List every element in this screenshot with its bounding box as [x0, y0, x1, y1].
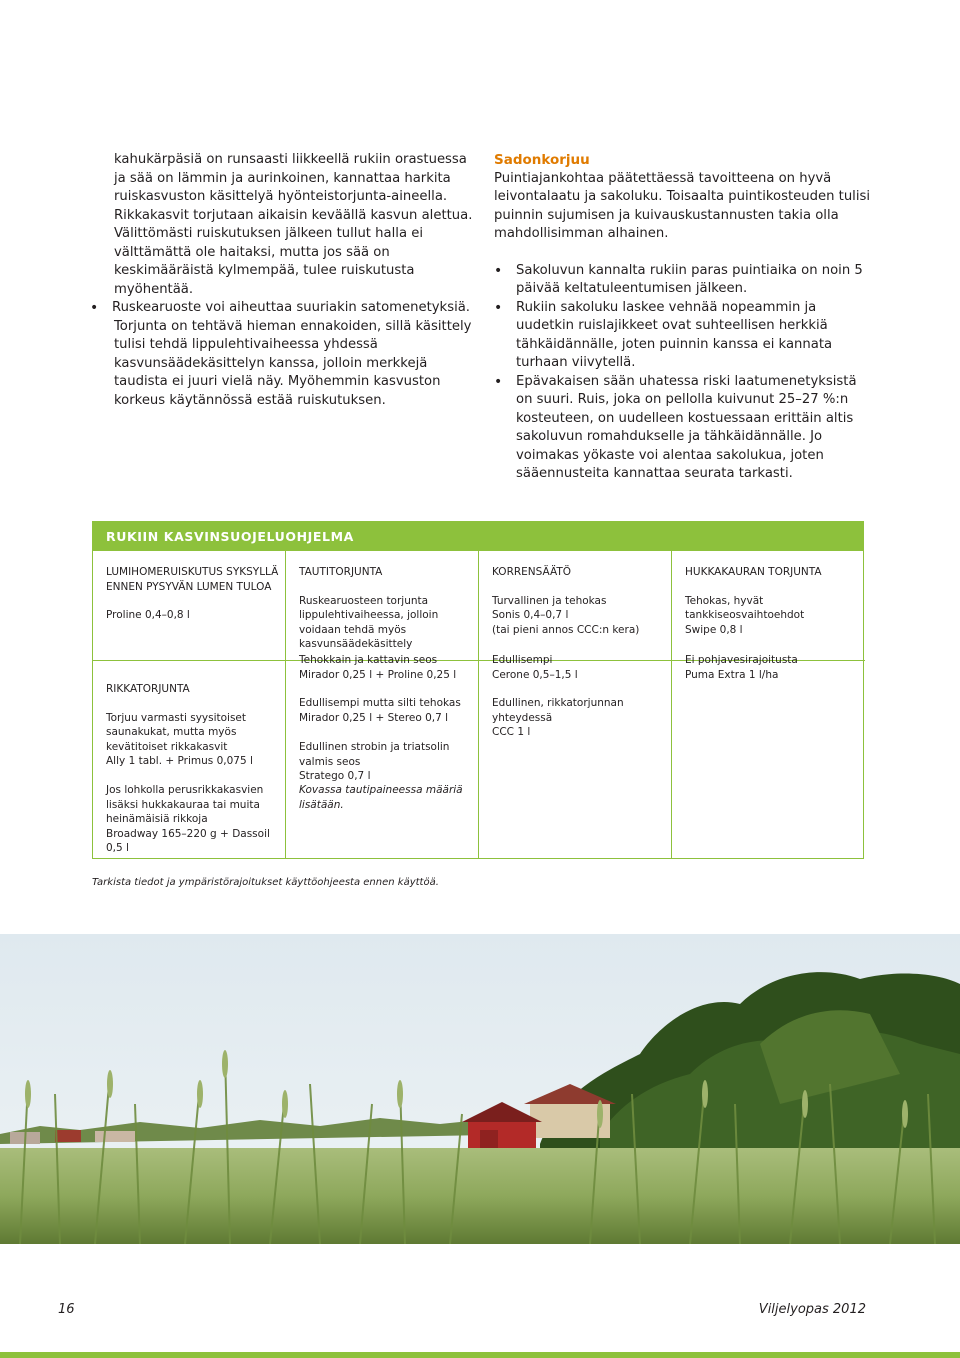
cell-edullisempi-tehokas [299, 696, 472, 725]
cell-value: Mirador 0,25 l + Stereo 0,7 l [299, 711, 449, 724]
cell-value-note: (tai pieni annos CCC:n kera) [492, 623, 640, 636]
cell-hukkakaura-rikkakasvit [106, 783, 279, 856]
table-title: RUKIIN KASVINSUOJELUOHJELMA [93, 522, 863, 551]
table-column-hukkakaura [672, 551, 865, 858]
cell-subheading: Ruskearuosteen torjunta lippulehtivaiheessa, jolloin voidaan tehdä myös kasvunsäädekäsittely [299, 594, 439, 651]
cell-value: Swipe 0,8 l [685, 623, 743, 636]
cell-rikkatorjunta [106, 682, 279, 769]
cell-edullisempi [492, 653, 665, 682]
cell-subheading: Tehokas, hyvät tankkiseosvaihtoehdot [685, 594, 805, 622]
left-intro-paragraph: kahukärpäsiä on runsaasti liikkeellä rukiin orastuessa ja sää on lämmin ja aurinkoinen, kannattaa harkita ruiskasvuston käsittelyä hyönteistorjunta-aineella. Rikkakasvit torjutaan aikaisin keväällä kasvun alettua. Välittömästi ruiskutuksen jälkeen tullut halla ei välttämättä ole haitaksi, mutta jos sää on keskimääräistä kylmempää, tulee ruiskutusta myöhentää. [114, 152, 473, 297]
cell-divider [93, 660, 285, 661]
cell-value: Mirador 0,25 l + Proline 0,25 l [299, 668, 457, 681]
cell-tautipaine-note: Kovassa tautipaineessa määriä lisätään. [299, 784, 463, 811]
bullet-ruskearuoste: • Ruskearuoste voi aiheuttaa suuriakin satomenetyksiä. [90, 299, 474, 318]
table-column-tautitorjunta [286, 551, 479, 858]
cell-value: CCC 1 l [492, 726, 531, 739]
left-text-column [114, 151, 474, 410]
cell-value: Broadway 165–220 g + Dassoil 0,5 l [106, 827, 270, 855]
cell-hukkakaura-head [685, 565, 859, 637]
bullet-sakoluku-puintiaika: • Sakoluvun kannalta rukiin paras puintiaika on noin 5 päivää keltatuleentumisen jälkeen. [494, 262, 874, 299]
cell-tautitorjunta-head [299, 565, 472, 652]
cell-heading: TAUTITORJUNTA [299, 566, 383, 578]
cell-value: Cerone 0,5–1,5 l [492, 668, 578, 681]
cell-strobi-triatsoli [299, 740, 472, 784]
cell-heading: KORRENSÄÄTÖ [492, 566, 572, 578]
cell-subheading: Edullisempi [492, 654, 553, 666]
left-bullet-list [114, 299, 474, 318]
cell-subheading: Edullinen, rikkatorjunnan yhteydessä [492, 697, 624, 724]
cell-heading: HUKKAKAURAN TORJUNTA [685, 566, 822, 578]
publication-title: Viljelyopas 2012 [758, 1302, 866, 1317]
right-intro-paragraph: Puintiajankohtaa päätettäessä tavoitteena on hyvä leivontalaatu ja sakoluku. Toisaalta puintikosteuden tulisi puinnin sujumisen ja kuivauskustannusten takia olla mahdollisimman alhainen. [494, 170, 871, 241]
plant-protection-table [92, 521, 864, 859]
cell-ei-pohjavesirajoitusta [685, 653, 859, 682]
section-heading-sadonkorjuu: Sadonkorjuu [494, 152, 590, 168]
left-torjunta-paragraph: Torjunta on tehtävä hieman ennakoiden, sillä käsittely tulisi tehdä lippulehtivaiheessa yhdessä kasvunsäädekäsittelyn kanssa, jolloin merkkejä taudista ei juuri vielä näy. Myöhemmin kasvuston korkeus käytännössä estää ruiskutuksen. [114, 318, 472, 408]
cell-subheading: Jos lohkolla perusrikkakasvien lisäksi hukkakauraa tai muita heinämäisiä rikkoja [106, 784, 264, 826]
cell-edullinen-rikkatorjunta [492, 696, 665, 740]
bullet-sakoluku-laskee: • Rukiin sakoluku laskee vehnää nopeammin ja uudetkin ruislajikkeet ovat suhteellisen herkkiä tähkäidännälle, joten puinnin kanssa ei kannata turhaan viivytellä. [494, 299, 874, 373]
cell-value: Ally 1 tabl. + Primus 0,075 l [106, 755, 253, 768]
page-number: 16 [58, 1302, 75, 1317]
table-footnote: Tarkista tiedot ja ympäristörajoitukset käyttöohjeesta ennen käyttöä. [92, 877, 439, 888]
right-bullet-list [494, 262, 874, 484]
footer-accent-bar [0, 1352, 960, 1358]
cell-tehokkain-seos [299, 653, 472, 682]
table-column-lumihome-rikka [93, 551, 286, 858]
bullet-epavakainen-saa: • Epävakaisen sään uhatessa riski laatumenetyksistä on suuri. Ruis, joka on pellolla kuivunut 25–27 %:n kosteuteen, on uudelleen kostuessaan erittäin altis sakoluvun romahdukselle ja tähkäidännälle. Jo voimakas yökaste voi alentaa sakolukua, joten sääennusteita kannattaa seurata tarkasti. [494, 373, 874, 484]
cell-heading: LUMIHOMERUISKUTUS SYKSYLLÄ ENNEN PYSYVÄN LUMEN TULOA [106, 566, 279, 593]
cell-value: Puma Extra 1 l/ha [685, 668, 779, 681]
cell-subheading: Turvallinen ja tehokas [492, 594, 607, 607]
right-text-column [494, 151, 874, 484]
cell-subheading: Tehokkain ja kattavin seos [299, 654, 438, 666]
cell-subheading: Edullinen strobin ja triatsolin valmis seos [299, 741, 450, 768]
cell-korrensaato-head [492, 565, 665, 637]
cell-subheading: Torjuu varmasti syysitoiset saunakukat, mutta myös kevätitoiset rikkakasvit [106, 711, 247, 753]
cell-value: Stratego 0,7 l [299, 770, 371, 783]
rye-field-photo [0, 934, 960, 1244]
table-column-korrensaato [479, 551, 672, 858]
cell-lumihomeruiskutus [106, 565, 279, 623]
cell-value: Proline 0,4–0,8 l [106, 609, 190, 622]
cell-subheading: Ei pohjavesirajoitusta [685, 654, 798, 666]
cell-subheading: Edullisempi mutta silti tehokas [299, 697, 461, 709]
cell-heading: RIKKATORJUNTA [106, 683, 190, 695]
cell-value: Sonis 0,4–0,7 l [492, 609, 569, 622]
